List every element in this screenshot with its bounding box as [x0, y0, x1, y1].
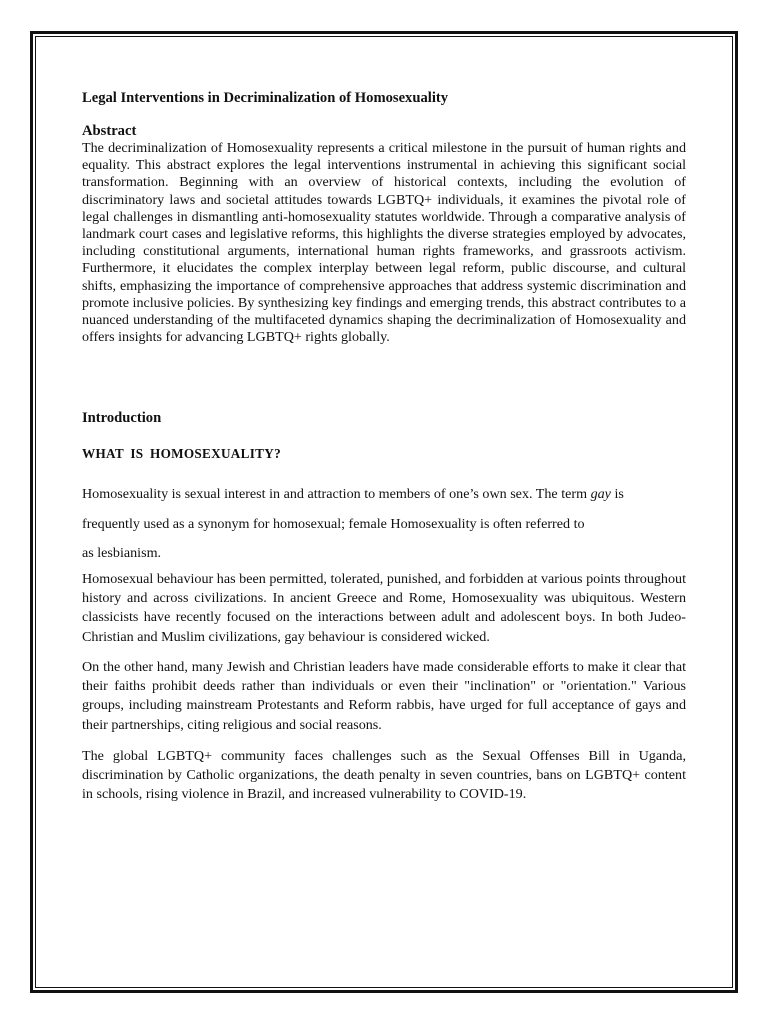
definition-paragraph: [82, 480, 686, 569]
paragraph-religion: On the other hand, many Jewish and Christian leaders have made considerable efforts to make it clear that their faiths prohibit deeds rather than individuals or even their "inclination" or "orientation." Various groups, including mainstream Protestants and Reform rabbis, have urged for full acceptance of gays and their partnerships, citing religious and social reasons.: [82, 659, 686, 733]
definition-line-1-start: Homosexuality is sexual interest in and attraction to members of one’s own sex. The term: [82, 486, 591, 502]
paragraph-global: The global LGBTQ+ community faces challenges such as the Sexual Offenses Bill in Uganda, discrimination by Catholic organizations, the death penalty in seven countries, bans on LGBTQ+ content in schools, rising violence in Brazil, and increased vulnerability to COVID-19.: [82, 748, 686, 803]
abstract-heading: Abstract: [82, 123, 137, 139]
document-content: [82, 88, 686, 803]
definition-line-1: [82, 480, 686, 510]
paragraph-history: Homosexual behaviour has been permitted, tolerated, punished, and forbidden at various points throughout history and across civilizations. In ancient Greece and Rome, Homosexuality was ubiquitous. Western classicists have recently focused on the interactions between adult and adolescent boys. In both Judeo-Christian and Muslim civilizations, gay behaviour is considered wicked.: [82, 571, 686, 645]
definition-line-3: as lesbianism.: [82, 545, 162, 561]
introduction-heading: Introduction: [82, 410, 162, 426]
definition-line-1-end: is: [610, 486, 624, 502]
definition-line-2: frequently used as a synonym for homosexual; female Homosexuality is often referred to: [82, 515, 585, 532]
what-is-homosexuality-heading: WHAT IS HOMOSEXUALITY?: [82, 446, 281, 461]
document-title: Legal Interventions in Decriminalization of Homosexuality: [82, 90, 449, 106]
definition-term-gay: gay: [590, 486, 611, 502]
abstract-body: The decriminalization of Homosexuality represents a critical milestone in the pursuit of human rights and equality. This abstract explores the legal interventions instrumental in achieving this significant social transformation. Beginning with an overview of historical contexts, including the evolution of discriminatory laws and societal attitudes towards LGBTQ+ individuals, it examines the pivotal role of legal challenges in dismantling anti-homosexuality statutes worldwide. Through a comparative analysis of landmark court cases and legislative reforms, this highlights the diverse strategies employed by advocates, including constitutional arguments, international human rights frameworks, and grassroots activism. Furthermore, it elucidates the complex interplay between legal reform, public discourse, and cultural shifts, emphasizing the importance of comprehensive approaches that address systemic discrimination and promote inclusive policies. By synthesizing key findings and emerging trends, this abstract contributes to a nuanced understanding of the multifaceted dynamics shaping the decriminalization of Homosexuality and offers insights for advancing LGBTQ+ rights globally.: [82, 140, 686, 346]
